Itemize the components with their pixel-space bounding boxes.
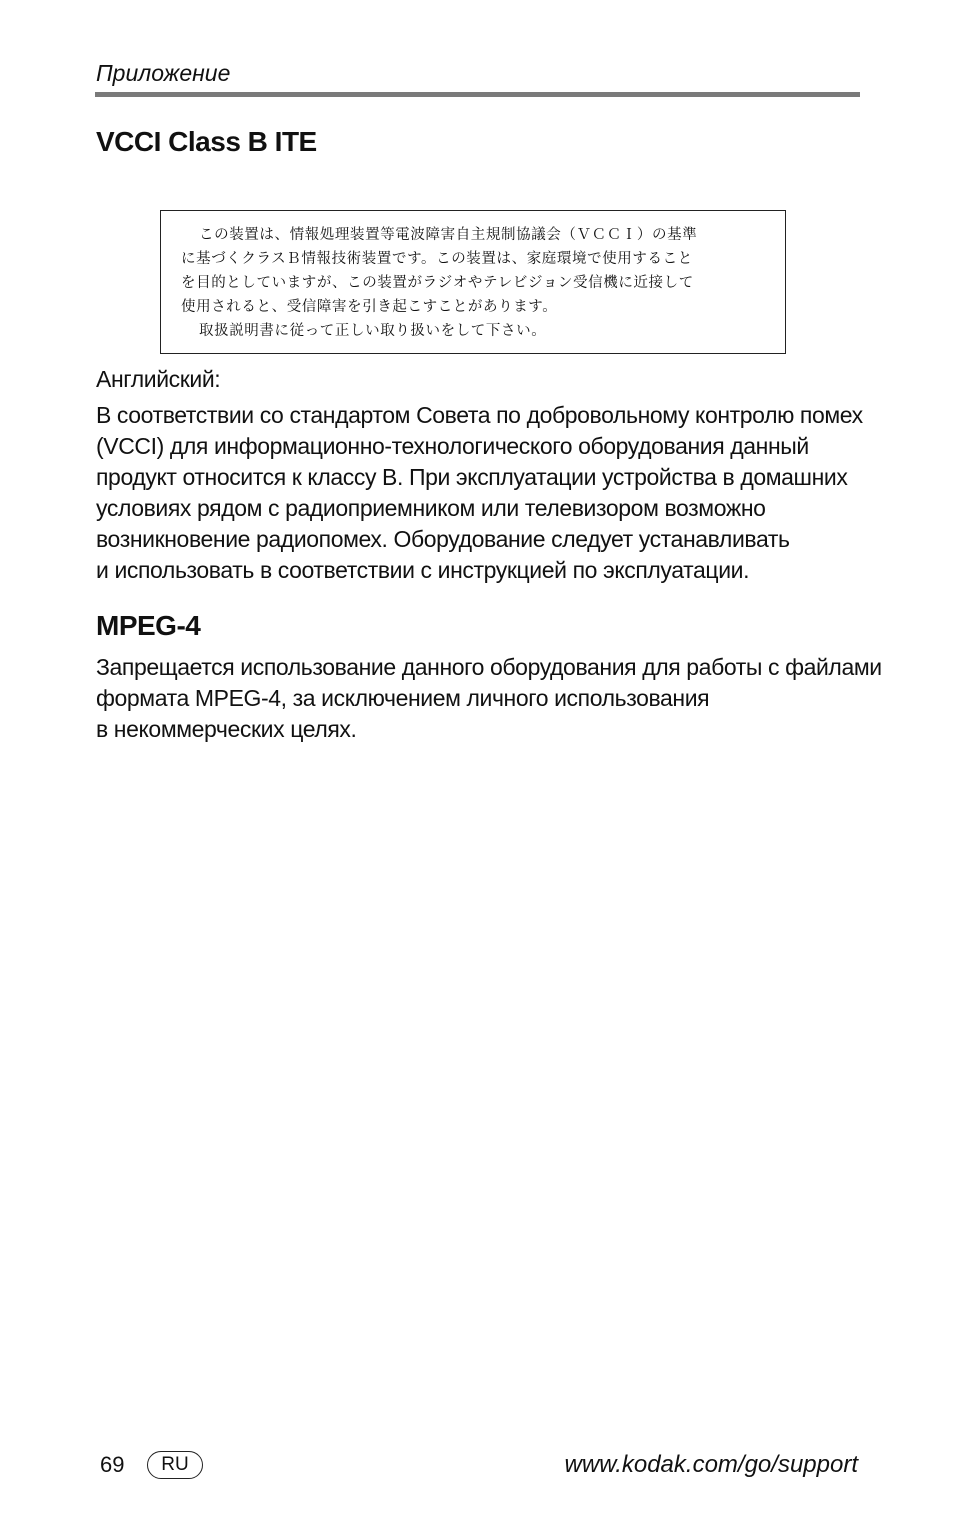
language-badge: RU: [147, 1451, 203, 1479]
japanese-notice-line: に基づくクラスＢ情報技術装置です。この装置は、家庭環境で使用すること: [181, 251, 693, 267]
support-url: www.kodak.com/go/support: [564, 1451, 858, 1478]
japanese-notice-line: 取扱説明書に従って正しい取り扱いをして下さい。: [199, 323, 547, 339]
paragraph-line: формата MPEG-4, за исключением личного использования: [96, 685, 710, 711]
vcci-heading: VCCI Class B ITE: [96, 126, 317, 157]
paragraph-line: (VCCI) для информационно-технологического оборудования данный: [96, 433, 809, 459]
paragraph-line: возникновение радиопомех. Оборудование следует устанавливать: [96, 526, 790, 552]
mpeg-heading: MPEG-4: [96, 610, 201, 641]
paragraph-line: В соответствии со стандартом Совета по добровольному контролю помех: [96, 402, 863, 428]
mpeg-paragraph: [96, 652, 882, 745]
paragraph-line: и использовать в соответствии с инструкцией по эксплуатации.: [96, 557, 750, 583]
japanese-notice-line: 使用されると、受信障害を引き起こすことがあります。: [181, 299, 558, 315]
section-label: Приложение: [96, 60, 231, 86]
header-divider: [95, 92, 860, 97]
language-label: Английский:: [96, 366, 221, 392]
page-number: 69: [100, 1452, 125, 1477]
paragraph-line: продукт относится к классу B. При эксплуатации устройства в домашних: [96, 464, 848, 490]
paragraph-line: Запрещается использование данного оборудования для работы с файлами: [96, 654, 882, 680]
japanese-notice-line: この装置は、情報処理装置等電波障害自主規制協議会（ＶＣＣＩ）の基準: [199, 227, 698, 243]
paragraph-line: в некоммерческих целях.: [96, 716, 357, 742]
japanese-notice-line: を目的としていますが、この装置がラジオやテレビジョン受信機に近接して: [181, 275, 694, 291]
vcci-paragraph: [96, 400, 863, 586]
japanese-notice-box: [160, 210, 786, 354]
paragraph-line: условиях рядом с радиоприемником или телевизором возможно: [96, 495, 766, 521]
